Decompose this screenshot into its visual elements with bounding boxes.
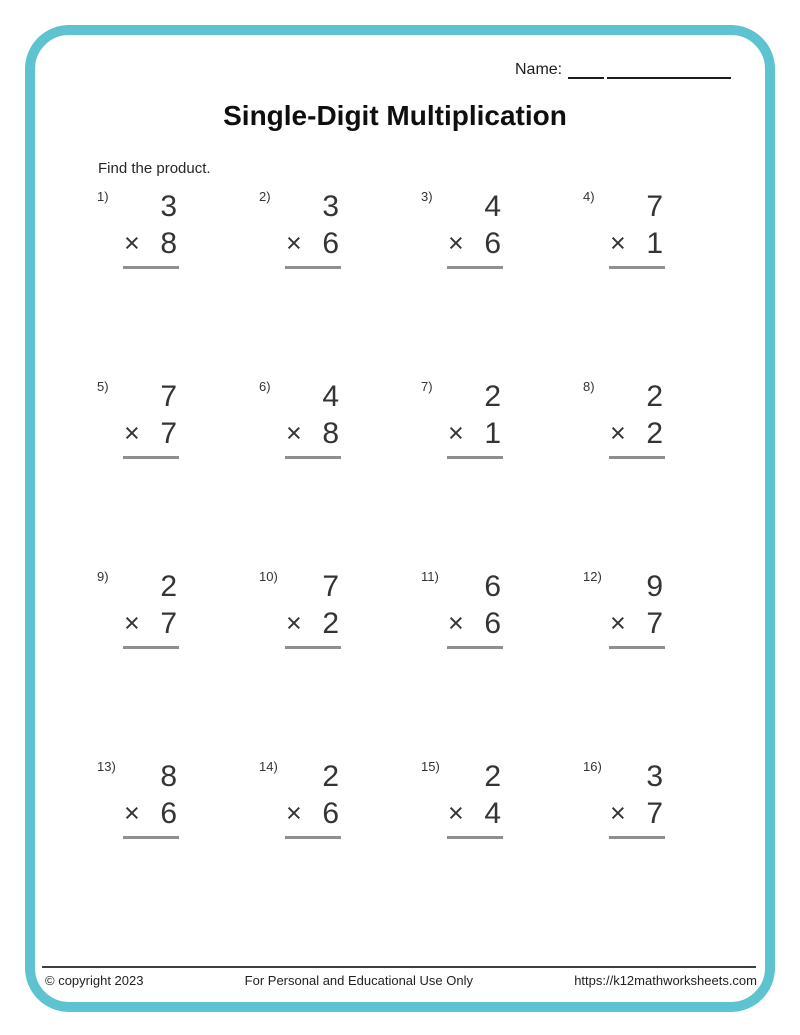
multiplier: 1: [646, 227, 663, 260]
multiplicand: 4: [322, 380, 339, 413]
multiplicand: 3: [160, 190, 177, 223]
answer-line: [447, 266, 503, 269]
multiplicand: 3: [322, 190, 339, 223]
operation-row: [447, 605, 503, 642]
multiplier: 7: [646, 797, 663, 830]
answer-line: [285, 266, 341, 269]
problem: [259, 758, 421, 948]
problem-number: 8): [583, 379, 595, 394]
multiply-icon: ×: [448, 228, 464, 258]
name-label: Name:: [515, 61, 563, 78]
problem-number: 12): [583, 569, 602, 584]
footer-usage: For Personal and Educational Use Only: [244, 973, 474, 988]
problem: [97, 568, 259, 758]
operation-row: [285, 225, 341, 262]
problem-body: [285, 188, 341, 269]
multiply-icon: ×: [286, 228, 302, 258]
footer: [45, 973, 757, 988]
multiplicand: 2: [646, 380, 663, 413]
multiply-icon: ×: [448, 418, 464, 448]
multiply-icon: ×: [448, 798, 464, 828]
footer-copyright: © copyright 2023: [45, 973, 144, 988]
problem-number: 4): [583, 189, 595, 204]
problem: [97, 758, 259, 948]
answer-line: [123, 266, 179, 269]
multiply-icon: ×: [610, 608, 626, 638]
multiply-icon: ×: [448, 608, 464, 638]
operation-row: [123, 605, 179, 642]
problem-number: 13): [97, 759, 116, 774]
problem: [583, 378, 745, 568]
multiplier: 8: [322, 417, 339, 450]
multiply-icon: ×: [610, 798, 626, 828]
multiplier: 6: [160, 797, 177, 830]
multiply-icon: ×: [610, 418, 626, 448]
problem-number: 6): [259, 379, 271, 394]
page-title: Single-Digit Multiplication: [223, 100, 567, 131]
problem: [97, 378, 259, 568]
multiplicand: 3: [646, 760, 663, 793]
operation-row: [447, 415, 503, 452]
operation-row: [447, 225, 503, 262]
answer-line: [285, 646, 341, 649]
problem-body: [123, 188, 179, 269]
problem: [583, 758, 745, 948]
multiplier: 6: [484, 607, 501, 640]
multiplicand: 2: [484, 760, 501, 793]
problem-body: [447, 378, 503, 459]
answer-line: [609, 266, 665, 269]
problem-body: [285, 758, 341, 839]
operation-row: [123, 415, 179, 452]
problem-body: [285, 378, 341, 459]
operation-row: [123, 795, 179, 832]
multiply-icon: ×: [124, 798, 140, 828]
operation-row: [123, 225, 179, 262]
operation-row: [609, 415, 665, 452]
problem: [259, 568, 421, 758]
multiply-icon: ×: [124, 228, 140, 258]
operation-row: [609, 605, 665, 642]
problem-body: [609, 568, 665, 649]
problem-body: [285, 568, 341, 649]
problem-number: 10): [259, 569, 278, 584]
multiplicand: 4: [484, 190, 501, 223]
problem-body: [609, 378, 665, 459]
problems-grid: [97, 188, 745, 948]
multiply-icon: ×: [286, 798, 302, 828]
problem-number: 2): [259, 189, 271, 204]
multiply-icon: ×: [286, 418, 302, 448]
multiplier: 7: [160, 417, 177, 450]
multiplier: 2: [322, 607, 339, 640]
multiplier: 4: [484, 797, 501, 830]
operation-row: [285, 415, 341, 452]
problem-body: [609, 758, 665, 839]
multiplier: 7: [160, 607, 177, 640]
multiplicand: 2: [160, 570, 177, 603]
problem: [583, 188, 745, 378]
answer-line: [123, 836, 179, 839]
footer-divider: [42, 966, 756, 968]
operation-row: [609, 795, 665, 832]
answer-line: [609, 646, 665, 649]
problem: [421, 188, 583, 378]
problem: [583, 568, 745, 758]
problem-body: [123, 758, 179, 839]
instruction-text: Find the product.: [98, 160, 211, 177]
problem: [97, 188, 259, 378]
answer-line: [447, 456, 503, 459]
problem-body: [123, 568, 179, 649]
operation-row: [285, 605, 341, 642]
operation-row: [447, 795, 503, 832]
problem-number: 15): [421, 759, 440, 774]
multiplier: 6: [322, 227, 339, 260]
problem-number: 11): [421, 569, 439, 584]
problem-number: 16): [583, 759, 602, 774]
answer-line: [609, 836, 665, 839]
answer-line: [123, 646, 179, 649]
multiplier: 7: [646, 607, 663, 640]
problem-body: [447, 758, 503, 839]
problem: [259, 378, 421, 568]
name-line-segment: [607, 63, 731, 79]
multiplicand: 7: [160, 380, 177, 413]
answer-line: [285, 456, 341, 459]
footer-url: https://k12mathworksheets.com: [574, 973, 757, 988]
problem-body: [609, 188, 665, 269]
multiplicand: 2: [484, 380, 501, 413]
problem-number: 1): [97, 189, 109, 204]
multiply-icon: ×: [124, 418, 140, 448]
problem-body: [447, 568, 503, 649]
name-field: [515, 61, 731, 79]
answer-line: [285, 836, 341, 839]
answer-line: [609, 456, 665, 459]
problem: [421, 758, 583, 948]
problem-number: 5): [97, 379, 109, 394]
multiply-icon: ×: [124, 608, 140, 638]
problem: [421, 378, 583, 568]
multiplicand: 9: [646, 570, 663, 603]
multiplicand: 8: [160, 760, 177, 793]
problem-body: [447, 188, 503, 269]
multiplier: 2: [646, 417, 663, 450]
problem: [259, 188, 421, 378]
multiplier: 1: [484, 417, 501, 450]
multiplier: 6: [322, 797, 339, 830]
problem-number: 14): [259, 759, 278, 774]
problem-number: 7): [421, 379, 433, 394]
problem-number: 3): [421, 189, 433, 204]
multiplicand: 6: [484, 570, 501, 603]
problem: [421, 568, 583, 758]
multiply-icon: ×: [610, 228, 626, 258]
multiplier: 8: [160, 227, 177, 260]
problem-number: 9): [97, 569, 109, 584]
problem-body: [123, 378, 179, 459]
answer-line: [447, 836, 503, 839]
answer-line: [447, 646, 503, 649]
name-line-segment: [568, 63, 604, 79]
operation-row: [285, 795, 341, 832]
multiply-icon: ×: [286, 608, 302, 638]
multiplicand: 7: [322, 570, 339, 603]
answer-line: [123, 456, 179, 459]
multiplicand: 7: [646, 190, 663, 223]
multiplicand: 2: [322, 760, 339, 793]
multiplier: 6: [484, 227, 501, 260]
operation-row: [609, 225, 665, 262]
